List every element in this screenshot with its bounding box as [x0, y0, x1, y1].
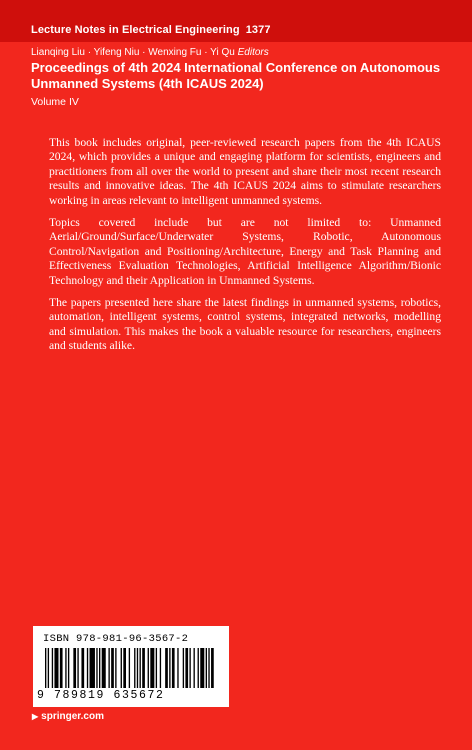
barcode-bar — [211, 648, 214, 688]
barcode-bar — [77, 648, 78, 688]
barcode-bar — [156, 648, 157, 688]
barcode-bar — [90, 648, 95, 688]
ean-digits: 9 789819 635672 — [37, 689, 165, 702]
description-paragraph: The papers presented here share the latest findings in unmanned systems, robotics, automation, intelligent systems, control systems, integrated networks, modelling and simulation. This makes the book a valuable resource for researchers, engineers and students alike. — [49, 296, 441, 353]
barcode-bar — [48, 648, 49, 688]
barcode-bar — [96, 648, 97, 688]
barcode-box — [33, 626, 229, 707]
barcode-bar — [123, 648, 126, 688]
barcode-bar — [208, 648, 209, 688]
barcode-bar — [129, 648, 130, 688]
barcode-bar — [189, 648, 190, 688]
barcode-bar — [148, 648, 149, 688]
barcode-bar — [108, 648, 109, 688]
description-paragraph: This book includes original, peer-reviewed research papers from the 4th ICAUS 2024, which provides a unique and engaging platform for scientists, engineers and practitioners from all over the world to present and share their most recent research results and innovative ideas. The 4th ICAUS 2024 aims to stimulate researchers working in areas relevant to intelligent unmanned systems. — [49, 136, 441, 207]
description-paragraph: Topics covered include but are not limited to: Unmanned Aerial/Ground/Surface/Underwater Systems, Robotic, Autonomous Control/Navigation and Positioning/Architecture, Energy and Task Planning and Effectiveness Evaluation Technologies, Artificial Intelligence Algorithm/Bionic Technology and their Application in Unmanned Systems. — [49, 216, 441, 287]
barcode-bar — [200, 648, 204, 688]
barcode-bar — [45, 648, 46, 688]
barcode-bar — [172, 648, 175, 688]
triangle-right-icon: ▶ — [32, 712, 39, 721]
barcode-bar — [165, 648, 168, 688]
editors-line — [31, 47, 269, 58]
barcode-bar — [206, 648, 207, 688]
barcode-bar — [121, 648, 122, 688]
series-volume-number: 1377 — [245, 24, 271, 36]
barcode-bar — [81, 648, 84, 688]
barcode-bar — [73, 648, 76, 688]
series-name: Lecture Notes in Electrical Engineering — [31, 24, 240, 36]
series-line — [31, 24, 271, 36]
barcode-bar — [52, 648, 53, 688]
barcode-bar — [115, 648, 116, 688]
book-title: Proceedings of 4th 2024 International Conference on Autonomous Unmanned Systems (4th ICAUS 2024) — [31, 60, 441, 91]
barcode-bar — [134, 648, 135, 688]
barcode-bar — [99, 648, 100, 688]
description — [49, 136, 441, 362]
barcode-bar — [60, 648, 63, 688]
editor-names: Lianqing Liu · Yifeng Niu · Wenxing Fu · Yi Qu — [31, 47, 235, 58]
barcode-bar — [111, 648, 114, 688]
isbn-label: ISBN 978-981-96-3567-2 — [43, 633, 189, 645]
barcode-bar — [137, 648, 138, 688]
barcode-bar — [102, 648, 106, 688]
barcode-bar — [177, 648, 178, 688]
barcode-bar — [194, 648, 195, 688]
barcode-bar — [150, 648, 154, 688]
barcode-bars — [43, 648, 219, 688]
book-volume: Volume IV — [31, 96, 79, 108]
barcode-bar — [142, 648, 145, 688]
barcode-bar — [160, 648, 161, 688]
barcode-bar — [54, 648, 58, 688]
editors-role: Editors — [237, 47, 269, 58]
barcode-bar — [140, 648, 141, 688]
barcode-bar — [68, 648, 69, 688]
barcode-bar — [65, 648, 66, 688]
barcode-bar — [185, 648, 188, 688]
publisher-url: springer.com — [41, 711, 104, 722]
barcode-bar — [87, 648, 88, 688]
publisher-link[interactable] — [32, 711, 104, 722]
barcode-bar — [198, 648, 199, 688]
barcode-bar — [169, 648, 170, 688]
barcode-bar — [183, 648, 184, 688]
